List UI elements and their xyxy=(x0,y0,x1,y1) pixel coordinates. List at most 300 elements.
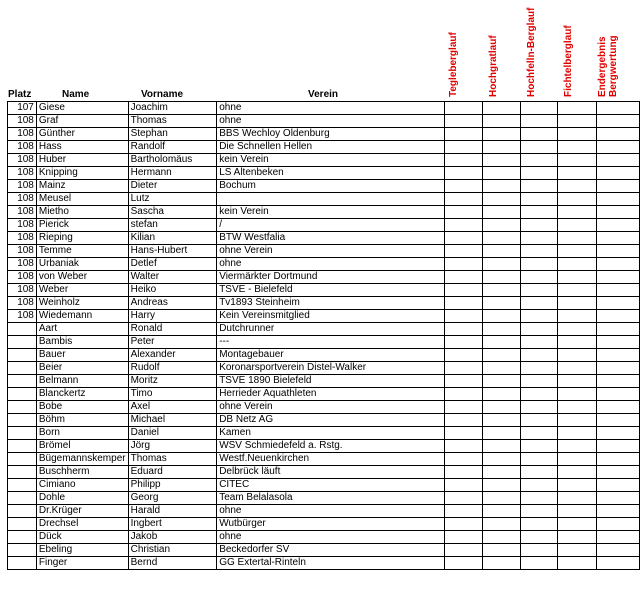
cell-endergebnis xyxy=(596,375,639,388)
cell-hochfelln-berglauf xyxy=(520,102,557,115)
cell-hochfelln-berglauf xyxy=(520,518,557,531)
cell-hochgratlauf xyxy=(483,388,520,401)
cell-verein: WSV Schmiedefeld a. Rstg. xyxy=(217,440,445,453)
cell-tegleberglauf xyxy=(444,505,482,518)
cell-vorname: Lutz xyxy=(128,193,217,206)
cell-verein: Beckedorfer SV xyxy=(217,544,445,557)
table-row xyxy=(8,141,640,154)
table-row xyxy=(8,284,640,297)
table-row xyxy=(8,115,640,128)
cell-platz xyxy=(8,388,37,401)
cell-vorname: Georg xyxy=(128,492,217,505)
cell-endergebnis xyxy=(596,232,639,245)
cell-verein: TSVE - Bielefeld xyxy=(217,284,445,297)
cell-hochfelln-berglauf xyxy=(520,492,557,505)
cell-verein: ohne xyxy=(217,115,445,128)
cell-tegleberglauf xyxy=(444,271,482,284)
cell-platz xyxy=(8,518,37,531)
cell-tegleberglauf xyxy=(444,453,482,466)
cell-vorname: Michael xyxy=(128,414,217,427)
cell-tegleberglauf xyxy=(444,180,482,193)
cell-tegleberglauf xyxy=(444,141,482,154)
cell-hochfelln-berglauf xyxy=(520,440,557,453)
cell-verein: Dutchrunner xyxy=(217,323,445,336)
cell-fichtelberglauf xyxy=(558,154,596,167)
cell-hochgratlauf xyxy=(483,193,520,206)
cell-name: Mietho xyxy=(36,206,128,219)
cell-name: Cimiano xyxy=(36,479,128,492)
cell-hochgratlauf xyxy=(483,102,520,115)
cell-endergebnis xyxy=(596,414,639,427)
table-row xyxy=(8,258,640,271)
cell-name: Dohle xyxy=(36,492,128,505)
cell-endergebnis xyxy=(596,557,639,570)
table-row xyxy=(8,414,640,427)
cell-verein: Westf.Neuenkirchen xyxy=(217,453,445,466)
cell-vorname: stefan xyxy=(128,219,217,232)
cell-endergebnis xyxy=(596,440,639,453)
cell-hochfelln-berglauf xyxy=(520,505,557,518)
cell-fichtelberglauf xyxy=(558,271,596,284)
cell-fichtelberglauf xyxy=(558,505,596,518)
cell-hochfelln-berglauf xyxy=(520,193,557,206)
cell-vorname: Harald xyxy=(128,505,217,518)
cell-hochgratlauf xyxy=(483,401,520,414)
cell-platz xyxy=(8,336,37,349)
cell-platz: 108 xyxy=(8,115,37,128)
cell-name: Finger xyxy=(36,557,128,570)
cell-hochfelln-berglauf xyxy=(520,375,557,388)
cell-verein: DB Netz AG xyxy=(217,414,445,427)
cell-hochfelln-berglauf xyxy=(520,271,557,284)
header-hochfelln-berglauf: Hochfelln-Berglauf xyxy=(526,7,537,97)
cell-name: Buschherm xyxy=(36,466,128,479)
cell-platz xyxy=(8,323,37,336)
cell-fichtelberglauf xyxy=(558,115,596,128)
cell-hochfelln-berglauf xyxy=(520,154,557,167)
cell-tegleberglauf xyxy=(444,323,482,336)
cell-verein: TSVE 1890 Bielefeld xyxy=(217,375,445,388)
cell-hochgratlauf xyxy=(483,440,520,453)
cell-vorname: Moritz xyxy=(128,375,217,388)
cell-vorname: Hans-Hubert xyxy=(128,245,217,258)
cell-name: Bambis xyxy=(36,336,128,349)
cell-vorname: Ronald xyxy=(128,323,217,336)
cell-name: Knipping xyxy=(36,167,128,180)
cell-platz: 108 xyxy=(8,310,37,323)
cell-platz xyxy=(8,479,37,492)
cell-name: Pierick xyxy=(36,219,128,232)
cell-verein: Viermärkter Dortmund xyxy=(217,271,445,284)
cell-tegleberglauf xyxy=(444,102,482,115)
cell-name: Huber xyxy=(36,154,128,167)
cell-name: Meusel xyxy=(36,193,128,206)
table-row xyxy=(8,310,640,323)
cell-name: Böhm xyxy=(36,414,128,427)
cell-hochgratlauf xyxy=(483,336,520,349)
cell-fichtelberglauf xyxy=(558,219,596,232)
cell-hochfelln-berglauf xyxy=(520,115,557,128)
cell-hochfelln-berglauf xyxy=(520,544,557,557)
cell-tegleberglauf xyxy=(444,414,482,427)
cell-vorname: Heiko xyxy=(128,284,217,297)
cell-hochgratlauf xyxy=(483,154,520,167)
cell-hochfelln-berglauf xyxy=(520,531,557,544)
cell-hochgratlauf xyxy=(483,284,520,297)
cell-hochfelln-berglauf xyxy=(520,388,557,401)
cell-fichtelberglauf xyxy=(558,544,596,557)
cell-platz: 108 xyxy=(8,258,37,271)
cell-name: Bauer xyxy=(36,349,128,362)
table-row xyxy=(8,427,640,440)
cell-verein: --- xyxy=(217,336,445,349)
cell-hochgratlauf xyxy=(483,518,520,531)
cell-hochgratlauf xyxy=(483,557,520,570)
header-fichtelberglauf: Fichtelberglauf xyxy=(563,25,574,97)
table-row xyxy=(8,466,640,479)
cell-hochfelln-berglauf xyxy=(520,167,557,180)
cell-fichtelberglauf xyxy=(558,180,596,193)
cell-tegleberglauf xyxy=(444,310,482,323)
cell-tegleberglauf xyxy=(444,349,482,362)
cell-endergebnis xyxy=(596,349,639,362)
cell-verein: kein Verein xyxy=(217,206,445,219)
cell-hochgratlauf xyxy=(483,492,520,505)
cell-tegleberglauf xyxy=(444,375,482,388)
cell-verein: Team Belalasola xyxy=(217,492,445,505)
cell-verein: Tv1893 Steinheim xyxy=(217,297,445,310)
cell-tegleberglauf xyxy=(444,193,482,206)
table-row xyxy=(8,505,640,518)
cell-name: Wiedemann xyxy=(36,310,128,323)
cell-vorname: Kilian xyxy=(128,232,217,245)
table-row xyxy=(8,245,640,258)
cell-tegleberglauf xyxy=(444,297,482,310)
cell-fichtelberglauf xyxy=(558,440,596,453)
table-row xyxy=(8,492,640,505)
cell-name: Günther xyxy=(36,128,128,141)
cell-hochgratlauf xyxy=(483,414,520,427)
table-row xyxy=(8,102,640,115)
cell-vorname: Daniel xyxy=(128,427,217,440)
cell-fichtelberglauf xyxy=(558,401,596,414)
cell-endergebnis xyxy=(596,531,639,544)
cell-fichtelberglauf xyxy=(558,310,596,323)
cell-hochgratlauf xyxy=(483,427,520,440)
cell-endergebnis xyxy=(596,492,639,505)
table-row xyxy=(8,297,640,310)
cell-hochgratlauf xyxy=(483,219,520,232)
cell-hochfelln-berglauf xyxy=(520,128,557,141)
cell-fichtelberglauf xyxy=(558,167,596,180)
cell-vorname: Dieter xyxy=(128,180,217,193)
cell-verein: / xyxy=(217,219,445,232)
table-row xyxy=(8,180,640,193)
table-row xyxy=(8,388,640,401)
cell-platz: 108 xyxy=(8,154,37,167)
cell-vorname: Bernd xyxy=(128,557,217,570)
cell-name: Urbaniak xyxy=(36,258,128,271)
cell-endergebnis xyxy=(596,388,639,401)
cell-platz xyxy=(8,427,37,440)
cell-hochfelln-berglauf xyxy=(520,141,557,154)
cell-tegleberglauf xyxy=(444,115,482,128)
cell-platz: 108 xyxy=(8,206,37,219)
cell-platz: 108 xyxy=(8,284,37,297)
cell-endergebnis xyxy=(596,284,639,297)
cell-vorname: Andreas xyxy=(128,297,217,310)
cell-vorname: Walter xyxy=(128,271,217,284)
cell-verein: Bochum xyxy=(217,180,445,193)
cell-platz xyxy=(8,531,37,544)
cell-vorname: Rudolf xyxy=(128,362,217,375)
cell-endergebnis xyxy=(596,544,639,557)
table-row xyxy=(8,336,640,349)
cell-fichtelberglauf xyxy=(558,232,596,245)
cell-hochgratlauf xyxy=(483,362,520,375)
cell-platz: 108 xyxy=(8,271,37,284)
cell-verein: ohne Verein xyxy=(217,401,445,414)
cell-platz: 108 xyxy=(8,167,37,180)
cell-verein: ohne xyxy=(217,258,445,271)
cell-endergebnis xyxy=(596,505,639,518)
cell-platz: 108 xyxy=(8,245,37,258)
cell-name: Brömel xyxy=(36,440,128,453)
cell-hochfelln-berglauf xyxy=(520,427,557,440)
cell-vorname: Stephan xyxy=(128,128,217,141)
table-row xyxy=(8,232,640,245)
cell-name: Dück xyxy=(36,531,128,544)
cell-name: Bobe xyxy=(36,401,128,414)
cell-hochgratlauf xyxy=(483,245,520,258)
cell-vorname: Eduard xyxy=(128,466,217,479)
cell-tegleberglauf xyxy=(444,362,482,375)
cell-tegleberglauf xyxy=(444,219,482,232)
header-platz: Platz xyxy=(8,89,32,100)
table-row xyxy=(8,440,640,453)
cell-verein: CITEC xyxy=(217,479,445,492)
cell-hochgratlauf xyxy=(483,206,520,219)
cell-verein: ohne Verein xyxy=(217,245,445,258)
cell-name: Weber xyxy=(36,284,128,297)
cell-tegleberglauf xyxy=(444,232,482,245)
cell-endergebnis xyxy=(596,258,639,271)
cell-platz: 107 xyxy=(8,102,37,115)
table-row xyxy=(8,219,640,232)
cell-platz xyxy=(8,453,37,466)
cell-name: Hass xyxy=(36,141,128,154)
cell-verein: BBS Wechloy Oldenburg xyxy=(217,128,445,141)
table-row xyxy=(8,544,640,557)
cell-platz: 108 xyxy=(8,128,37,141)
cell-vorname: Peter xyxy=(128,336,217,349)
cell-vorname: Joachim xyxy=(128,102,217,115)
cell-fichtelberglauf xyxy=(558,479,596,492)
cell-vorname: Hermann xyxy=(128,167,217,180)
cell-fichtelberglauf xyxy=(558,284,596,297)
cell-endergebnis xyxy=(596,310,639,323)
table-row xyxy=(8,206,640,219)
cell-endergebnis xyxy=(596,154,639,167)
cell-fichtelberglauf xyxy=(558,557,596,570)
cell-tegleberglauf xyxy=(444,544,482,557)
cell-endergebnis xyxy=(596,167,639,180)
table-row xyxy=(8,479,640,492)
cell-platz xyxy=(8,401,37,414)
cell-name: von Weber xyxy=(36,271,128,284)
cell-fichtelberglauf xyxy=(558,245,596,258)
cell-fichtelberglauf xyxy=(558,518,596,531)
cell-verein: Kein Vereinsmitglied xyxy=(217,310,445,323)
cell-platz xyxy=(8,505,37,518)
cell-endergebnis xyxy=(596,518,639,531)
cell-vorname: Alexander xyxy=(128,349,217,362)
cell-verein: Montagebauer xyxy=(217,349,445,362)
cell-hochfelln-berglauf xyxy=(520,232,557,245)
cell-hochfelln-berglauf xyxy=(520,258,557,271)
table-row xyxy=(8,518,640,531)
cell-hochgratlauf xyxy=(483,258,520,271)
cell-hochgratlauf xyxy=(483,232,520,245)
cell-endergebnis xyxy=(596,245,639,258)
cell-platz xyxy=(8,440,37,453)
header-name: Name xyxy=(62,89,90,100)
cell-vorname: Randolf xyxy=(128,141,217,154)
cell-hochfelln-berglauf xyxy=(520,466,557,479)
cell-fichtelberglauf xyxy=(558,193,596,206)
cell-hochgratlauf xyxy=(483,180,520,193)
cell-vorname: Jörg xyxy=(128,440,217,453)
cell-tegleberglauf xyxy=(444,258,482,271)
cell-name: Graf xyxy=(36,115,128,128)
cell-vorname: Sascha xyxy=(128,206,217,219)
table-row xyxy=(8,128,640,141)
cell-endergebnis xyxy=(596,128,639,141)
cell-name: Giese xyxy=(36,102,128,115)
cell-hochfelln-berglauf xyxy=(520,414,557,427)
table-row xyxy=(8,531,640,544)
cell-fichtelberglauf xyxy=(558,258,596,271)
cell-fichtelberglauf xyxy=(558,336,596,349)
table-row xyxy=(8,401,640,414)
cell-tegleberglauf xyxy=(444,284,482,297)
cell-hochfelln-berglauf xyxy=(520,180,557,193)
cell-endergebnis xyxy=(596,427,639,440)
cell-verein: Die Schnellen Hellen xyxy=(217,141,445,154)
cell-tegleberglauf xyxy=(444,427,482,440)
cell-hochgratlauf xyxy=(483,505,520,518)
cell-hochgratlauf xyxy=(483,297,520,310)
cell-name: Beier xyxy=(36,362,128,375)
cell-tegleberglauf xyxy=(444,531,482,544)
cell-name: Bügemannskemper xyxy=(36,453,128,466)
cell-verein: Koronarsportverein Distel-Walker xyxy=(217,362,445,375)
table-row xyxy=(8,349,640,362)
cell-hochfelln-berglauf xyxy=(520,284,557,297)
cell-fichtelberglauf xyxy=(558,297,596,310)
cell-platz: 108 xyxy=(8,297,37,310)
cell-hochgratlauf xyxy=(483,479,520,492)
cell-tegleberglauf xyxy=(444,479,482,492)
cell-endergebnis xyxy=(596,206,639,219)
cell-endergebnis xyxy=(596,193,639,206)
cell-verein: Herrieder Aquathleten xyxy=(217,388,445,401)
cell-verein: kein Verein xyxy=(217,154,445,167)
cell-platz: 108 xyxy=(8,193,37,206)
cell-name: Rieping xyxy=(36,232,128,245)
cell-hochfelln-berglauf xyxy=(520,349,557,362)
cell-fichtelberglauf xyxy=(558,427,596,440)
cell-vorname: Axel xyxy=(128,401,217,414)
cell-tegleberglauf xyxy=(444,401,482,414)
header-verein: Verein xyxy=(308,89,339,100)
cell-vorname: Thomas xyxy=(128,115,217,128)
cell-platz xyxy=(8,544,37,557)
cell-endergebnis xyxy=(596,479,639,492)
cell-fichtelberglauf xyxy=(558,375,596,388)
cell-endergebnis xyxy=(596,297,639,310)
cell-name: Belmann xyxy=(36,375,128,388)
cell-platz: 108 xyxy=(8,232,37,245)
header-vorname: Vorname xyxy=(141,89,184,100)
cell-tegleberglauf xyxy=(444,245,482,258)
cell-platz: 108 xyxy=(8,141,37,154)
header-tegleberglauf: Tegleberglauf xyxy=(448,32,459,97)
cell-tegleberglauf xyxy=(444,440,482,453)
cell-tegleberglauf xyxy=(444,518,482,531)
cell-platz xyxy=(8,349,37,362)
table-row xyxy=(8,167,640,180)
table-row xyxy=(8,362,640,375)
cell-verein: BTW Westfalia xyxy=(217,232,445,245)
cell-tegleberglauf xyxy=(444,557,482,570)
cell-endergebnis xyxy=(596,323,639,336)
cell-endergebnis xyxy=(596,219,639,232)
cell-endergebnis xyxy=(596,401,639,414)
cell-tegleberglauf xyxy=(444,128,482,141)
table-row xyxy=(8,271,640,284)
cell-vorname: Ingbert xyxy=(128,518,217,531)
cell-hochfelln-berglauf xyxy=(520,557,557,570)
cell-hochgratlauf xyxy=(483,453,520,466)
cell-endergebnis xyxy=(596,362,639,375)
cell-fichtelberglauf xyxy=(558,206,596,219)
cell-hochfelln-berglauf xyxy=(520,453,557,466)
cell-endergebnis xyxy=(596,180,639,193)
cell-vorname: Philipp xyxy=(128,479,217,492)
header-hochgratlauf: Hochgratlauf xyxy=(488,35,499,97)
cell-platz xyxy=(8,362,37,375)
cell-hochgratlauf xyxy=(483,349,520,362)
cell-verein: LS Altenbeken xyxy=(217,167,445,180)
cell-fichtelberglauf xyxy=(558,349,596,362)
cell-vorname: Thomas xyxy=(128,453,217,466)
table-row xyxy=(8,375,640,388)
cell-hochgratlauf xyxy=(483,531,520,544)
cell-tegleberglauf xyxy=(444,206,482,219)
cell-platz xyxy=(8,375,37,388)
cell-endergebnis xyxy=(596,336,639,349)
table-row xyxy=(8,453,640,466)
header-endergebnis: Endergebnis xyxy=(597,36,608,97)
cell-vorname: Timo xyxy=(128,388,217,401)
cell-hochfelln-berglauf xyxy=(520,206,557,219)
cell-endergebnis xyxy=(596,115,639,128)
cell-endergebnis xyxy=(596,141,639,154)
cell-hochgratlauf xyxy=(483,115,520,128)
cell-vorname: Harry xyxy=(128,310,217,323)
table-row xyxy=(8,557,640,570)
